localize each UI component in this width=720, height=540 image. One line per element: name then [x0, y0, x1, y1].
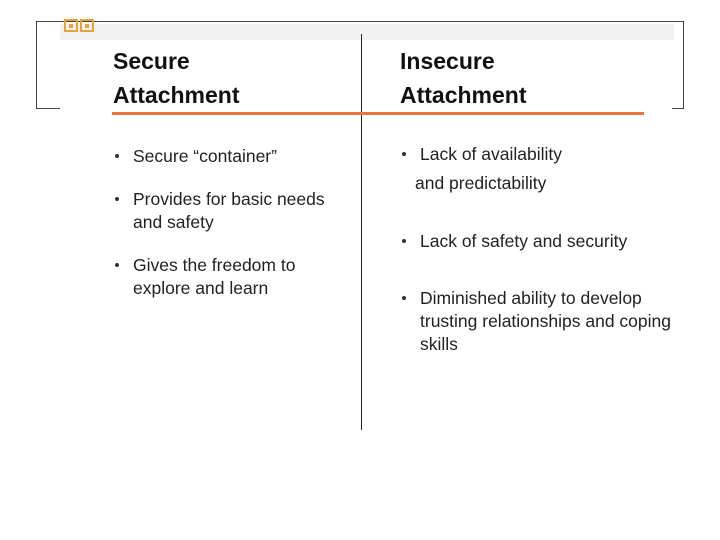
- bullet-dot-icon: [115, 197, 119, 201]
- right-bullet-list-2: [400, 230, 690, 253]
- bullet-text: Lack of availability: [420, 144, 563, 164]
- bullet-dot-icon: [402, 296, 406, 300]
- left-heading-line-2: Attachment: [113, 82, 240, 108]
- list-item: [113, 145, 353, 168]
- accent-rule: [112, 112, 644, 115]
- frame-top-line: [36, 21, 684, 22]
- bullet-text: Gives the freedom to: [133, 255, 296, 275]
- left-heading: [113, 44, 240, 112]
- bullet-text-cont: and predictability: [415, 173, 547, 193]
- bullet-dot-icon: [402, 152, 406, 156]
- bullet-text: Secure “container”: [133, 146, 277, 166]
- bullet-text-cont: skills: [420, 334, 458, 354]
- bullet-dot-icon: [402, 239, 406, 243]
- list-item: [113, 254, 353, 300]
- orange-logo-icon: [64, 18, 98, 34]
- frame-left-line: [36, 21, 37, 109]
- frame-bottom-left-line: [36, 108, 60, 109]
- bullet-dot-icon: [115, 154, 119, 158]
- list-item: [113, 188, 353, 234]
- bullet-text: Provides for basic needs: [133, 189, 325, 209]
- right-bullet-list: [400, 143, 690, 166]
- bullet-text: Lack of safety and security: [420, 231, 628, 251]
- bullet-text-cont: and safety: [133, 212, 214, 232]
- left-heading-line-1: Secure: [113, 48, 190, 74]
- right-bullet-list-3: [400, 287, 690, 356]
- left-bullet-list: [113, 145, 353, 300]
- bullet-text-cont: trusting relationships and coping: [420, 311, 671, 331]
- list-item: [400, 143, 690, 166]
- right-heading-line-2: Attachment: [400, 82, 527, 108]
- bullet-dot-icon: [115, 263, 119, 267]
- frame-bottom-right-line: [672, 108, 684, 109]
- bullet-text-cont: explore and learn: [133, 278, 269, 298]
- right-heading: [400, 44, 527, 112]
- list-item: [400, 287, 690, 356]
- right-heading-line-1: Insecure: [400, 48, 495, 74]
- frame-right-line: [683, 21, 684, 109]
- column-divider: [361, 34, 362, 430]
- header-band: [60, 24, 674, 40]
- list-item: [400, 230, 690, 253]
- bullet-text: Diminished ability to develop: [420, 288, 642, 308]
